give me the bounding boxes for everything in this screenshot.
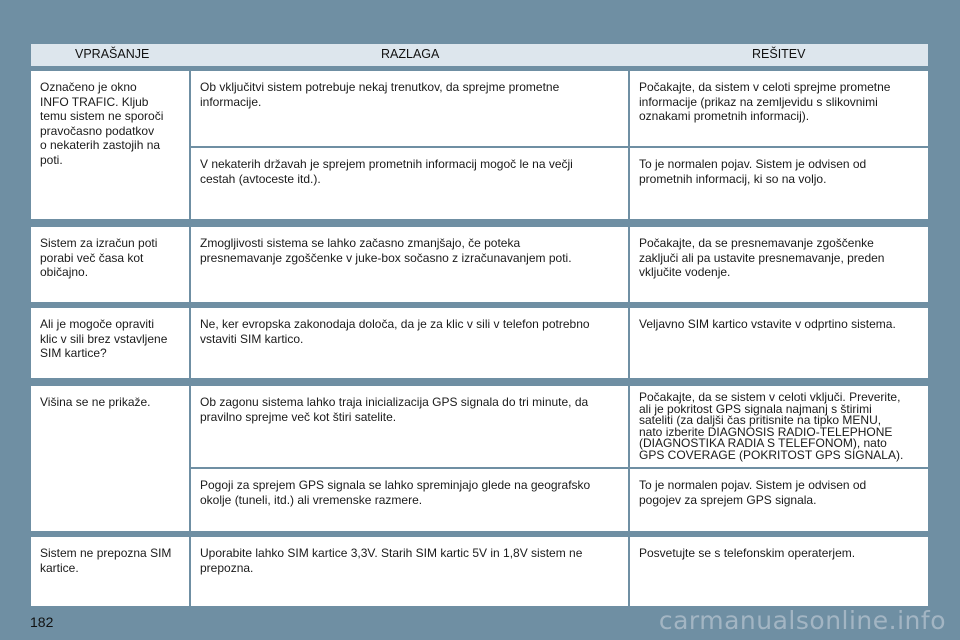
solution-cell: Počakajte, da sistem v celoti sprejme prometne informacije (prikaz na zemljevidu s slikovnimi oznakami prometnih informacij). xyxy=(630,71,928,146)
solution-cell: Počakajte, da se presnemavanje zgoščenke zaključi ali pa ustavite presnemavanje, preden vključite vodenje. xyxy=(630,227,928,302)
solution-cell: Veljavno SIM kartico vstavite v odprtino sistema. xyxy=(630,308,928,378)
question-cell: Sistem ne prepozna SIM kartice. xyxy=(31,537,189,606)
question-cell: Ali je mogoče opraviti klic v sili brez vstavljene SIM kartice? xyxy=(31,308,189,378)
header-solution: REŠITEV xyxy=(752,47,806,61)
cause-cell: V nekaterih državah je sprejem prometnih informacij mogoč le na večji cestah (avtoceste itd.). xyxy=(191,148,628,219)
solution-cell: To je normalen pojav. Sistem je odvisen od pogojev za sprejem GPS signala. xyxy=(630,469,928,531)
cause-cell: Ob vključitvi sistem potrebuje nekaj trenutkov, da sprejme prometne informacije. xyxy=(191,71,628,146)
page-number: 182 xyxy=(30,614,54,630)
cause-cell: Uporabite lahko SIM kartice 3,3V. Starih SIM kartic 5V in 1,8V sistem ne prepozna. xyxy=(191,537,628,606)
cause-cell: Ne, ker evropska zakonodaja določa, da je za klic v sili v telefon potrebno vstaviti SIM kartico. xyxy=(191,308,628,378)
table-header xyxy=(31,44,928,66)
cause-cell: Zmogljivosti sistema se lahko začasno zmanjšajo, če poteka presnemavanje zgoščenke v juke-box sočasno z izračunavanjem poti. xyxy=(191,227,628,302)
question-cell: Višina se ne prikaže. xyxy=(31,386,189,531)
header-cause: RAZLAGA xyxy=(381,47,440,61)
solution-cell: Posvetujte se s telefonskim operaterjem. xyxy=(630,537,928,606)
question-cell: Sistem za izračun poti porabi več časa kot običajno. xyxy=(31,227,189,302)
solution-cell: Počakajte, da se sistem v celoti vključi. Preverite, ali je pokritost GPS signala najmanj s štirimi sateliti (za daljši čas pritisnite na tipko MENU, nato izberite DIAGNOSIS RADIO-TELEPHONE (DIAGNOSTIKA RADIA S TELEFONOM), nato GPS COVERAGE (POKRITOST GPS SIGNALA). xyxy=(630,386,928,467)
cause-cell: Pogoji za sprejem GPS signala se lahko spreminjajo glede na geografsko okolje (tuneli, itd.) ali vremenske razmere. xyxy=(191,469,628,531)
header-question: VPRAŠANJE xyxy=(75,47,150,61)
solution-cell: To je normalen pojav. Sistem je odvisen od prometnih informacij, ki so na voljo. xyxy=(630,148,928,219)
cause-cell: Ob zagonu sistema lahko traja inicializacija GPS signala do tri minute, da pravilno sprejme več kot štiri satelite. xyxy=(191,386,628,467)
watermark: carmanualsonline.info xyxy=(658,606,946,635)
question-cell: Označeno je okno INFO TRAFIC. Kljub temu sistem ne sporoči pravočasno podatkov o nekaterih zastojih na poti. xyxy=(31,71,189,219)
